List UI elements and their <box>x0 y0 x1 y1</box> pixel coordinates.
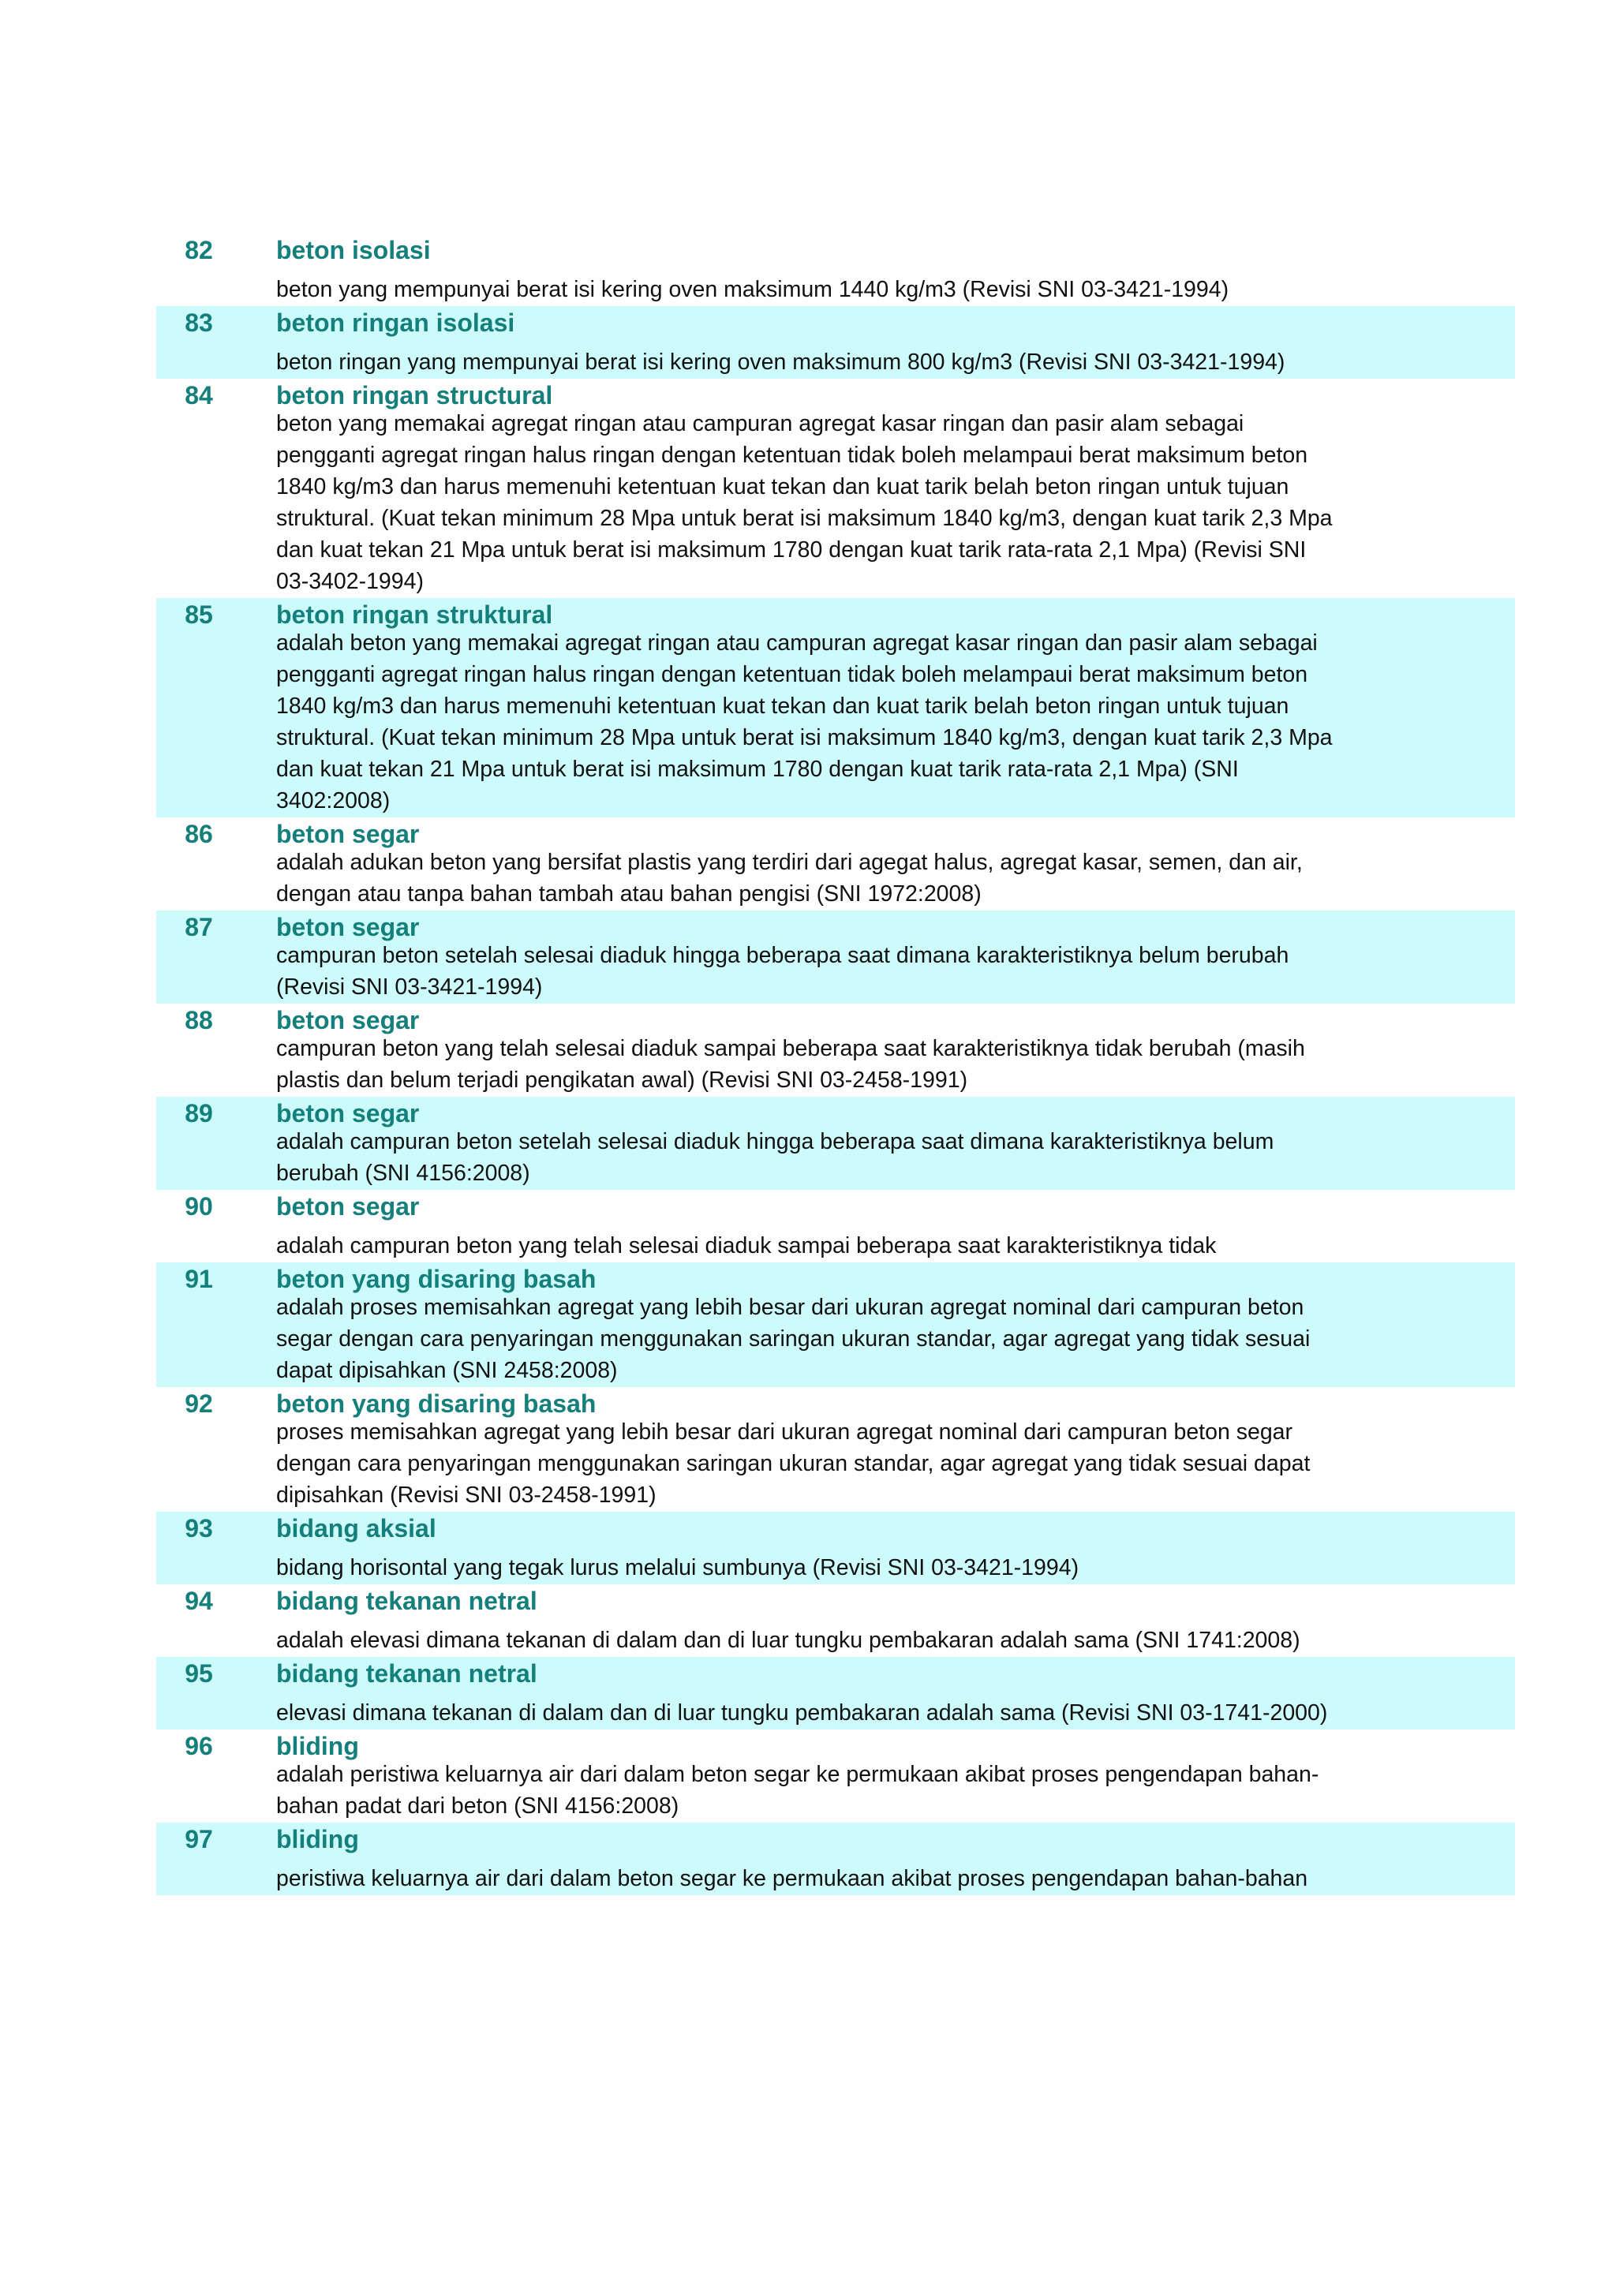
entry-definition-line: pengganti agregat ringan halus ringan dengan ketentuan tidak boleh melampaui berat maksimum beton <box>276 662 1308 687</box>
entry-term: beton segar <box>276 913 420 941</box>
entry-content <box>241 379 1515 598</box>
entry-definition-line: dipisahkan (Revisi SNI 03-2458-1991) <box>276 1483 656 1508</box>
glossary-entry <box>156 1004 1515 1097</box>
entry-term: beton ringan structural <box>276 381 553 409</box>
entry-content <box>241 1097 1515 1190</box>
entry-number: 95 <box>185 1659 213 1688</box>
entry-definition-line: segar dengan cara penyaringan menggunakan saringan ukuran standar, agar agregat yang tidak sesuai <box>276 1326 1311 1352</box>
glossary-entry <box>156 1729 1515 1823</box>
entry-definition-line: adalah elevasi dimana tekanan di dalam dan di luar tungku pembakaran adalah sama (SNI 1741:2008) <box>276 1628 1300 1653</box>
entry-term: beton ringan struktural <box>276 600 553 629</box>
entry-number: 84 <box>185 381 213 409</box>
entry-definition-line: bidang horisontal yang tegak lurus melalui sumbunya (Revisi SNI 03-3421-1994) <box>276 1555 1079 1580</box>
entry-content <box>241 1387 1515 1512</box>
entry-definition-line: campuran beton setelah selesai diaduk hingga beberapa saat dimana karakteristiknya belum berubah <box>276 943 1289 968</box>
entry-term: beton yang disaring basah <box>276 1389 597 1418</box>
glossary-entry <box>156 234 1515 306</box>
entry-definition-line: dan kuat tekan 21 Mpa untuk berat isi maksimum 1780 dengan kuat tarik rata-rata 2,1 Mpa) (SNI <box>276 757 1239 782</box>
entry-number: 83 <box>185 309 213 337</box>
entry-definition-line: 3402:2008) <box>276 788 391 813</box>
entry-definition-line: bahan padat dari beton (SNI 4156:2008) <box>276 1793 679 1819</box>
entry-number: 90 <box>185 1192 213 1221</box>
entry-definition-line: beton yang memakai agregat ringan atau campuran agregat kasar ringan dan pasir alam sebagai <box>276 411 1244 436</box>
glossary-entry <box>156 1823 1515 1895</box>
glossary-entry <box>156 1584 1515 1657</box>
entry-definition-line: campuran beton yang telah selesai diaduk sampai beberapa saat karakteristiknya tidak berubah (masih <box>276 1036 1305 1061</box>
entry-number: 97 <box>185 1825 213 1853</box>
entry-term: beton yang disaring basah <box>276 1265 597 1293</box>
entry-definition-line: plastis dan belum terjadi pengikatan awal) (Revisi SNI 03-2458-1991) <box>276 1068 968 1093</box>
entry-number: 85 <box>185 600 213 629</box>
entry-definition-line: struktural. (Kuat tekan minimum 28 Mpa untuk berat isi maksimum 1840 kg/m3, dengan kuat tarik 2,3 Mpa <box>276 725 1333 750</box>
entry-number: 87 <box>185 913 213 941</box>
entry-term: beton isolasi <box>276 236 431 264</box>
entry-content <box>241 1004 1515 1097</box>
entry-number: 88 <box>185 1006 213 1034</box>
entry-number: 92 <box>185 1389 213 1418</box>
entry-definition-line: adalah campuran beton setelah selesai diaduk hingga beberapa saat dimana karakteristiknya belum <box>276 1129 1274 1154</box>
entry-term: beton ringan isolasi <box>276 309 515 337</box>
entry-definition-line: adalah beton yang memakai agregat ringan atau campuran agregat kasar ringan dan pasir alam sebagai <box>276 630 1318 656</box>
entry-content <box>241 1729 1515 1823</box>
entry-number: 94 <box>185 1587 213 1615</box>
entry-definition-line: elevasi dimana tekanan di dalam dan di luar tungku pembakaran adalah sama (Revisi SNI 03-1741-2000) <box>276 1700 1328 1726</box>
entry-number: 91 <box>185 1265 213 1293</box>
entry-term: beton segar <box>276 820 420 848</box>
glossary-entry <box>156 911 1515 1004</box>
entry-content <box>241 1657 1515 1729</box>
entry-term: bidang tekanan netral <box>276 1587 537 1615</box>
entry-content <box>241 911 1515 1004</box>
entry-term: beton segar <box>276 1192 420 1221</box>
entry-term: bidang aksial <box>276 1514 436 1543</box>
glossary-entry <box>156 1512 1515 1584</box>
entry-definition-line: pengganti agregat ringan halus ringan dengan ketentuan tidak boleh melampaui berat maksimum beton <box>276 443 1308 468</box>
glossary-entry <box>156 1657 1515 1729</box>
entry-content <box>241 1190 1515 1262</box>
entry-definition-line: proses memisahkan agregat yang lebih besar dari ukuran agregat nominal dari campuran beton segar <box>276 1419 1293 1445</box>
entry-definition-line: dengan atau tanpa bahan tambah atau bahan pengisi (SNI 1972:2008) <box>276 881 982 907</box>
entry-content <box>241 1823 1515 1895</box>
entry-definition-line: beton ringan yang mempunyai berat isi kering oven maksimum 800 kg/m3 (Revisi SNI 03-3421-1994) <box>276 350 1285 375</box>
entry-definition-line: dengan cara penyaringan menggunakan saringan ukuran standar, agar agregat yang tidak sesuai dapat <box>276 1451 1311 1476</box>
entry-definition-line: 1840 kg/m3 dan harus memenuhi ketentuan kuat tekan dan kuat tarik belah beton ringan untuk tujuan <box>276 694 1289 719</box>
entry-content <box>241 234 1515 306</box>
glossary-entry <box>156 817 1515 911</box>
entry-definition-line: struktural. (Kuat tekan minimum 28 Mpa untuk berat isi maksimum 1840 kg/m3, dengan kuat tarik 2,3 Mpa <box>276 506 1333 531</box>
entry-content <box>241 1512 1515 1584</box>
entry-number: 82 <box>185 236 213 264</box>
entry-definition-line: adalah peristiwa keluarnya air dari dalam beton segar ke permukaan akibat proses pengendapan bahan- <box>276 1762 1319 1787</box>
entry-term: beton segar <box>276 1006 420 1034</box>
entry-definition-line: adalah proses memisahkan agregat yang lebih besar dari ukuran agregat nominal dari campuran beton <box>276 1295 1304 1320</box>
entry-content <box>241 598 1515 817</box>
entry-content <box>241 306 1515 379</box>
glossary-entry <box>156 1190 1515 1262</box>
entry-term: bliding <box>276 1732 359 1760</box>
entry-definition-line: dapat dipisahkan (SNI 2458:2008) <box>276 1358 618 1383</box>
entry-definition-line: beton yang mempunyai berat isi kering oven maksimum 1440 kg/m3 (Revisi SNI 03-3421-1994) <box>276 277 1229 302</box>
entry-number: 86 <box>185 820 213 848</box>
entry-term: beton segar <box>276 1099 420 1127</box>
entry-definition-line: adalah campuran beton yang telah selesai diaduk sampai beberapa saat karakteristiknya tidak <box>276 1233 1217 1258</box>
glossary-entry <box>156 306 1515 379</box>
glossary-entry <box>156 379 1515 598</box>
entry-content <box>241 1262 1515 1387</box>
entry-definition-line: (Revisi SNI 03-3421-1994) <box>276 974 543 1000</box>
entry-definition-line: dan kuat tekan 21 Mpa untuk berat isi maksimum 1780 dengan kuat tarik rata-rata 2,1 Mpa) (Revisi SNI <box>276 537 1307 563</box>
entry-definition-line: 1840 kg/m3 dan harus memenuhi ketentuan kuat tekan dan kuat tarik belah beton ringan untuk tujuan <box>276 474 1289 499</box>
entry-number: 96 <box>185 1732 213 1760</box>
glossary-list <box>156 234 1515 1895</box>
entry-term: bliding <box>276 1825 359 1853</box>
entry-content <box>241 817 1515 911</box>
entry-definition-line: adalah adukan beton yang bersifat plastis yang terdiri dari agegat halus, agregat kasar, semen, dan air, <box>276 850 1303 875</box>
glossary-entry <box>156 1097 1515 1190</box>
entry-term: bidang tekanan netral <box>276 1659 537 1688</box>
glossary-entry <box>156 598 1515 817</box>
entry-number: 93 <box>185 1514 213 1543</box>
entry-content <box>241 1584 1515 1657</box>
entry-definition-line: 03-3402-1994) <box>276 569 424 594</box>
entry-definition-line: berubah (SNI 4156:2008) <box>276 1161 530 1186</box>
entry-number: 89 <box>185 1099 213 1127</box>
glossary-entry <box>156 1387 1515 1512</box>
entry-definition-line: peristiwa keluarnya air dari dalam beton segar ke permukaan akibat proses pengendapan bahan-bahan <box>276 1866 1308 1891</box>
glossary-entry <box>156 1262 1515 1387</box>
